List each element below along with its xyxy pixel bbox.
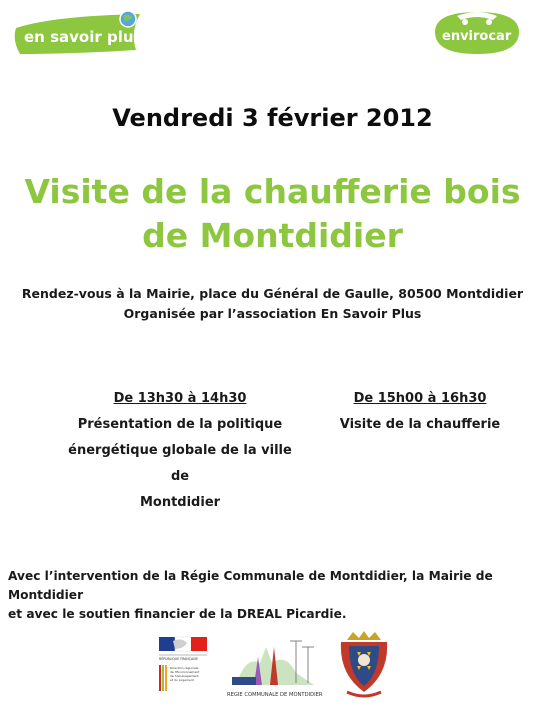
slot-1-desc-line-3: Montdidier: [139, 495, 221, 510]
schedule-slot-1: [60, 386, 300, 516]
title-line-1: Visite de la chaufferie bois: [24, 172, 521, 211]
slot-2-time: De 15h00 à 16h30: [353, 391, 487, 406]
svg-text:Direction régionale de l: Direction régionale de l'Environnement de l'Aménagement et du Logement: [170, 666, 200, 682]
schedule-slot-2: [330, 386, 510, 438]
dreal-picardie-logo: [153, 635, 223, 697]
svg-text:en savoir plus: en savoir plus: [24, 28, 143, 46]
slot-1-desc-line-1: Présentation de la politique: [77, 417, 283, 432]
footer-line-2: et avec le soutien financier de la DREAL Picardie.: [8, 607, 347, 621]
slot-1-time: De 13h30 à 14h30: [113, 391, 247, 406]
meeting-place: Rendez-vous à la Mairie, place du Général de Gaulle, 80500 Montdidier: [21, 286, 524, 301]
event-date: Vendredi 3 février 2012: [112, 104, 433, 132]
montdidier-coat-of-arms: [337, 630, 391, 702]
en-savoir-plus-logo: [12, 10, 144, 56]
organizer: Organisée par l’association En Savoir Plus: [123, 306, 422, 321]
footer-note: [8, 567, 538, 624]
footer-line-1: Avec l’intervention de la Régie Communale de Montdidier, la Mairie de Montdidier: [8, 569, 493, 602]
svg-text:RÉPUBLIQUE FRANÇAISE: RÉPUBLIQUE FRANÇAISE: [159, 657, 199, 661]
event-info: [0, 284, 545, 324]
regie-communale-logo: [226, 633, 324, 701]
slot-2-desc-line-1: Visite de la chaufferie: [339, 417, 501, 432]
event-title: [0, 170, 545, 258]
envirocar-logo: [427, 6, 527, 60]
slot-1-desc-line-2: énergétique globale de la ville de: [68, 443, 292, 484]
title-line-2: de Montdidier: [142, 216, 403, 255]
svg-text:REGIE COMMUNALE DE MONTDIDIER: REGIE COMMUNALE DE MONTDIDIER: [227, 692, 323, 698]
svg-text:envirocar: envirocar: [442, 29, 512, 44]
